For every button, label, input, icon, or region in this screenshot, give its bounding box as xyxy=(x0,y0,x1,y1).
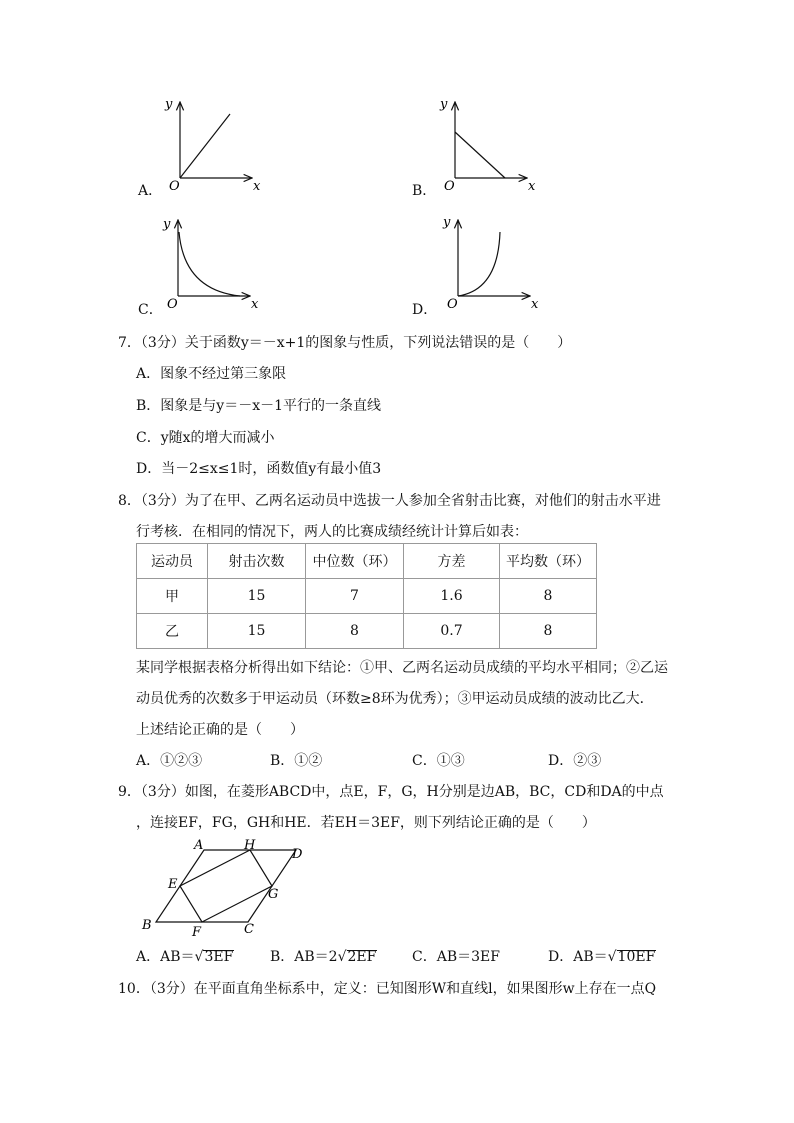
header-athlete: 运动员 xyxy=(137,544,208,579)
q9-option-c-text: C．AB＝3EF xyxy=(412,949,500,965)
table-header-row xyxy=(137,544,597,579)
graph-a-x-label: x xyxy=(253,179,261,194)
table-row xyxy=(137,579,597,614)
q8-option-d: D．②③ xyxy=(548,753,602,769)
q9-option-a-radicand: 3EF xyxy=(204,949,234,965)
label-f: F xyxy=(192,925,202,940)
table-row xyxy=(137,614,597,649)
cell: 15 xyxy=(208,614,306,649)
q9-option-b-radicand: 2EF xyxy=(347,949,377,965)
cell: 0.7 xyxy=(404,614,500,649)
header-variance: 方差 xyxy=(404,544,500,579)
quad-efgh xyxy=(180,850,272,922)
cell: 8 xyxy=(500,579,597,614)
graph-c-y-label: y xyxy=(163,217,171,232)
q9-option-b-prefix: B．AB＝2 xyxy=(270,949,338,965)
q9-option-b xyxy=(270,946,377,966)
header-mean: 平均数（环） xyxy=(500,544,597,579)
sqrt-sign: √ xyxy=(194,949,204,965)
cell: 1.6 xyxy=(404,579,500,614)
q7-option-c: C．y随x的增大而减小 xyxy=(136,430,275,446)
q8-option-c: C．①③ xyxy=(412,753,465,769)
cell: 7 xyxy=(306,579,404,614)
label-d: D xyxy=(292,847,303,862)
sqrt-sign: √ xyxy=(337,949,347,965)
graph-d-label: D． xyxy=(412,302,438,318)
graph-b xyxy=(425,92,555,197)
q7-option-b: B．图象是与y＝－x－1平行的一条直线 xyxy=(136,398,381,414)
q9-option-d-radicand: 10EF xyxy=(617,949,656,965)
graph-d-x-label: x xyxy=(531,297,539,312)
graph-a xyxy=(150,92,280,197)
graph-d xyxy=(428,210,558,315)
q9-stem-line2: ，连接EF，FG，GH和HE．若EH＝3EF，则下列结论正确的是（ ） xyxy=(136,815,596,831)
cell: 甲 xyxy=(137,579,208,614)
graph-d-y-label: y xyxy=(443,215,451,230)
q9-option-a xyxy=(136,946,234,966)
label-e: E xyxy=(168,877,178,892)
q8-stats-table xyxy=(136,543,597,649)
graph-d-origin: O xyxy=(447,297,458,312)
graph-b-label: B． xyxy=(412,183,437,199)
cell: 8 xyxy=(500,614,597,649)
q8-text-line2: 动员优秀的次数多于甲运动员（环数≥8环为优秀）；③甲运动员成绩的波动比乙大． xyxy=(136,691,654,707)
graph-c-curve xyxy=(179,232,240,296)
q10-stem: 10．（3分）在平面直角坐标系中，定义：已知图形W和直线l，如果图形w上存在一点Q xyxy=(118,981,657,997)
label-h: H xyxy=(244,838,256,853)
graph-d-curve xyxy=(458,232,500,296)
q8-text-line1: 某同学根据表格分析得出如下结论：①甲、乙两名运动员成绩的平均水平相同；②乙运 xyxy=(136,660,668,676)
header-shots: 射击次数 xyxy=(208,544,306,579)
cell: 15 xyxy=(208,579,306,614)
graph-b-curve xyxy=(455,132,505,178)
label-c: C xyxy=(244,922,254,937)
label-a: A xyxy=(194,838,204,853)
q7-option-a: A．图象不经过第三象限 xyxy=(136,366,287,382)
graph-a-origin: O xyxy=(169,179,180,194)
q8-stem-line2: 行考核．在相同的情况下，两人的比赛成绩经统计计算后如表： xyxy=(136,524,528,540)
graph-a-curve xyxy=(180,114,230,178)
graph-c-x-label: x xyxy=(251,297,259,312)
graph-b-origin: O xyxy=(444,179,455,194)
q7-stem: 7．（3分）关于函数y＝－x+1的图象与性质，下列说法错误的是（ ） xyxy=(118,335,572,351)
q7-option-d: D．当－2≤x≤1时，函数值y有最小值3 xyxy=(136,461,382,477)
graph-c-label: C． xyxy=(138,302,163,318)
q9-option-c xyxy=(412,946,500,966)
label-b: B xyxy=(142,918,152,933)
q8-option-a: A．①②③ xyxy=(136,753,203,769)
q8-option-b: B．①② xyxy=(270,753,323,769)
cell: 乙 xyxy=(137,614,208,649)
cell: 8 xyxy=(306,614,404,649)
q9-stem-line1: 9．（3分）如图，在菱形ABCD中，点E，F，G，H分别是边AB，BC，CD和DA的中点 xyxy=(118,784,664,800)
sqrt-sign: √ xyxy=(607,949,617,965)
label-g: G xyxy=(268,887,279,902)
q9-option-a-prefix: A．AB＝ xyxy=(136,949,195,965)
graph-a-y-label: y xyxy=(165,97,173,112)
q9-option-d-prefix: D．AB＝ xyxy=(548,949,608,965)
graph-b-y-label: y xyxy=(440,97,448,112)
graph-a-label: A． xyxy=(138,183,163,199)
graph-c-origin: O xyxy=(167,297,178,312)
q8-stem-line1: 8．（3分）为了在甲、乙两名运动员中选拔一人参加全省射击比赛，对他们的射击水平进 xyxy=(118,493,661,509)
rhombus-figure xyxy=(136,836,316,940)
header-median: 中位数（环） xyxy=(306,544,404,579)
q8-text-line3: 上述结论正确的是（ ） xyxy=(136,722,304,738)
graph-c xyxy=(148,210,278,315)
graph-b-x-label: x xyxy=(528,179,536,194)
q9-option-d xyxy=(548,946,656,966)
